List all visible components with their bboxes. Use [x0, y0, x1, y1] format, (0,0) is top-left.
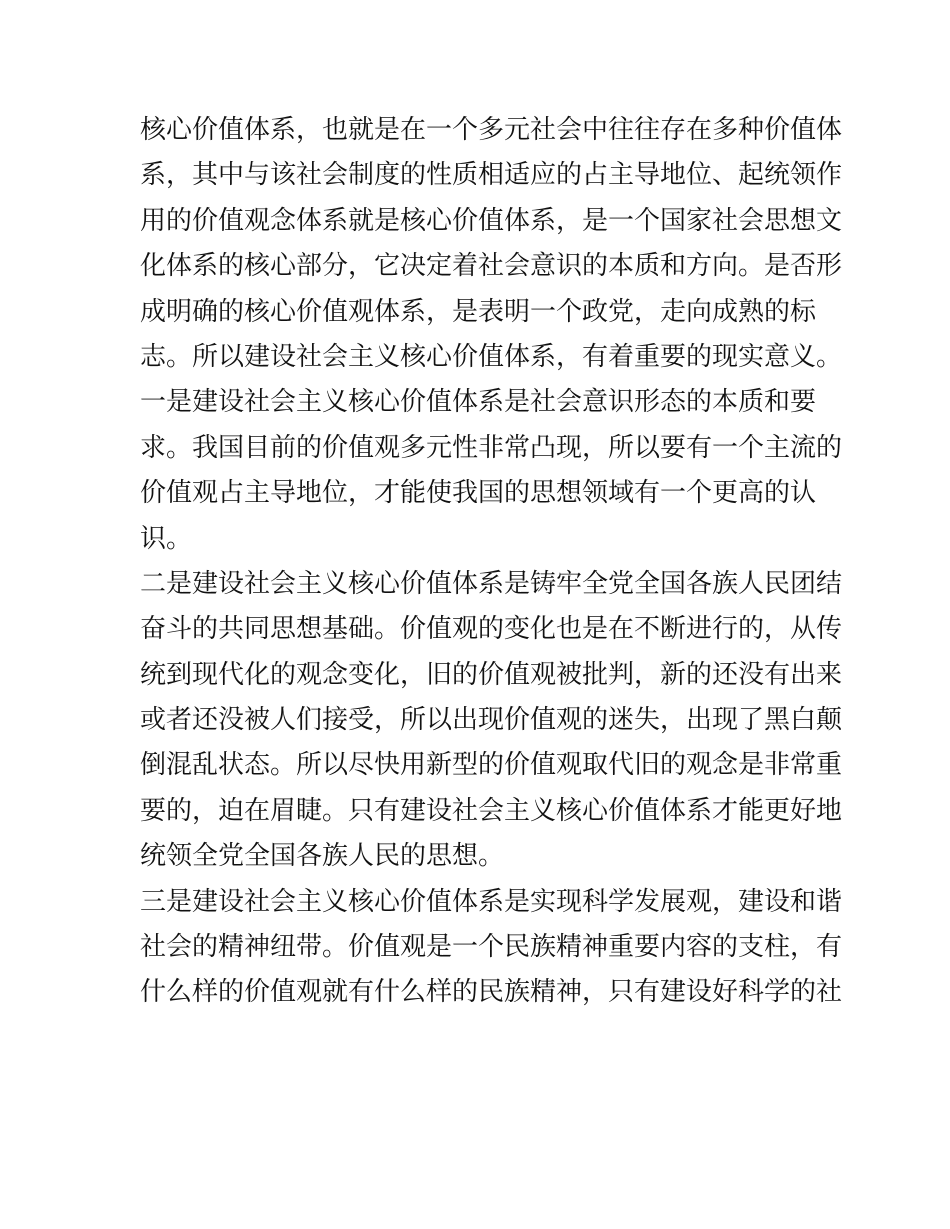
text-line-18: 三是建设社会主义核心价值体系是实现科学发展观，建设和谐: [140, 886, 843, 917]
text-line-13: 统到现代化的观念变化，旧的价值观被批判，新的还没有出来: [140, 659, 843, 690]
text-line-4: 化体系的核心部分，它决定着社会意识的本质和方向。是否形: [140, 251, 843, 282]
text-line-19: 社会的精神纽带。价值观是一个民族精神重要内容的支柱，有: [140, 932, 843, 963]
text-line-14: 或者还没被人们接受，所以出现价值观的迷失，出现了黑白颠: [140, 705, 843, 736]
text-line-11: 二是建设社会主义核心价值体系是铸牢全党全国各族人民团结: [140, 568, 843, 599]
text-line-16: 要的，迫在眉睫。只有建设社会主义核心价值体系才能更好地: [140, 795, 843, 826]
text-line-10: 识。: [140, 523, 193, 554]
text-line-20: 什么样的价值观就有什么样的民族精神，只有建设好科学的社: [140, 977, 843, 1008]
body-text: [140, 108, 843, 1016]
text-line-1: 核心价值体系，也就是在一个多元社会中往往存在多种价值体: [140, 115, 843, 145]
text-line-7: 一是建设社会主义核心价值体系是社会意识形态的本质和要: [140, 387, 817, 418]
text-line-17: 统领全党全国各族人民的思想。: [140, 841, 505, 872]
text-line-12: 奋斗的共同思想基础。价值观的变化也是在不断进行的，从传: [140, 614, 843, 645]
text-line-15: 倒混乱状态。所以尽快用新型的价值观取代旧的观念是非常重: [140, 750, 843, 781]
text-line-5: 成明确的核心价值观体系，是表明一个政党，走向成熟的标: [140, 296, 817, 327]
text-line-3: 用的价值观念体系就是核心价值体系，是一个国家社会思想文: [140, 205, 843, 236]
text-line-9: 价值观占主导地位，才能使我国的思想领域有一个更高的认: [140, 478, 817, 509]
text-line-8: 求。我国目前的价值观多元性非常凸现，所以要有一个主流的: [140, 432, 843, 463]
text-line-2: 系，其中与该社会制度的性质相适应的占主导地位、起统领作: [140, 160, 843, 191]
text-line-6: 志。所以建设社会主义核心价值体系，有着重要的现实意义。: [140, 341, 843, 372]
